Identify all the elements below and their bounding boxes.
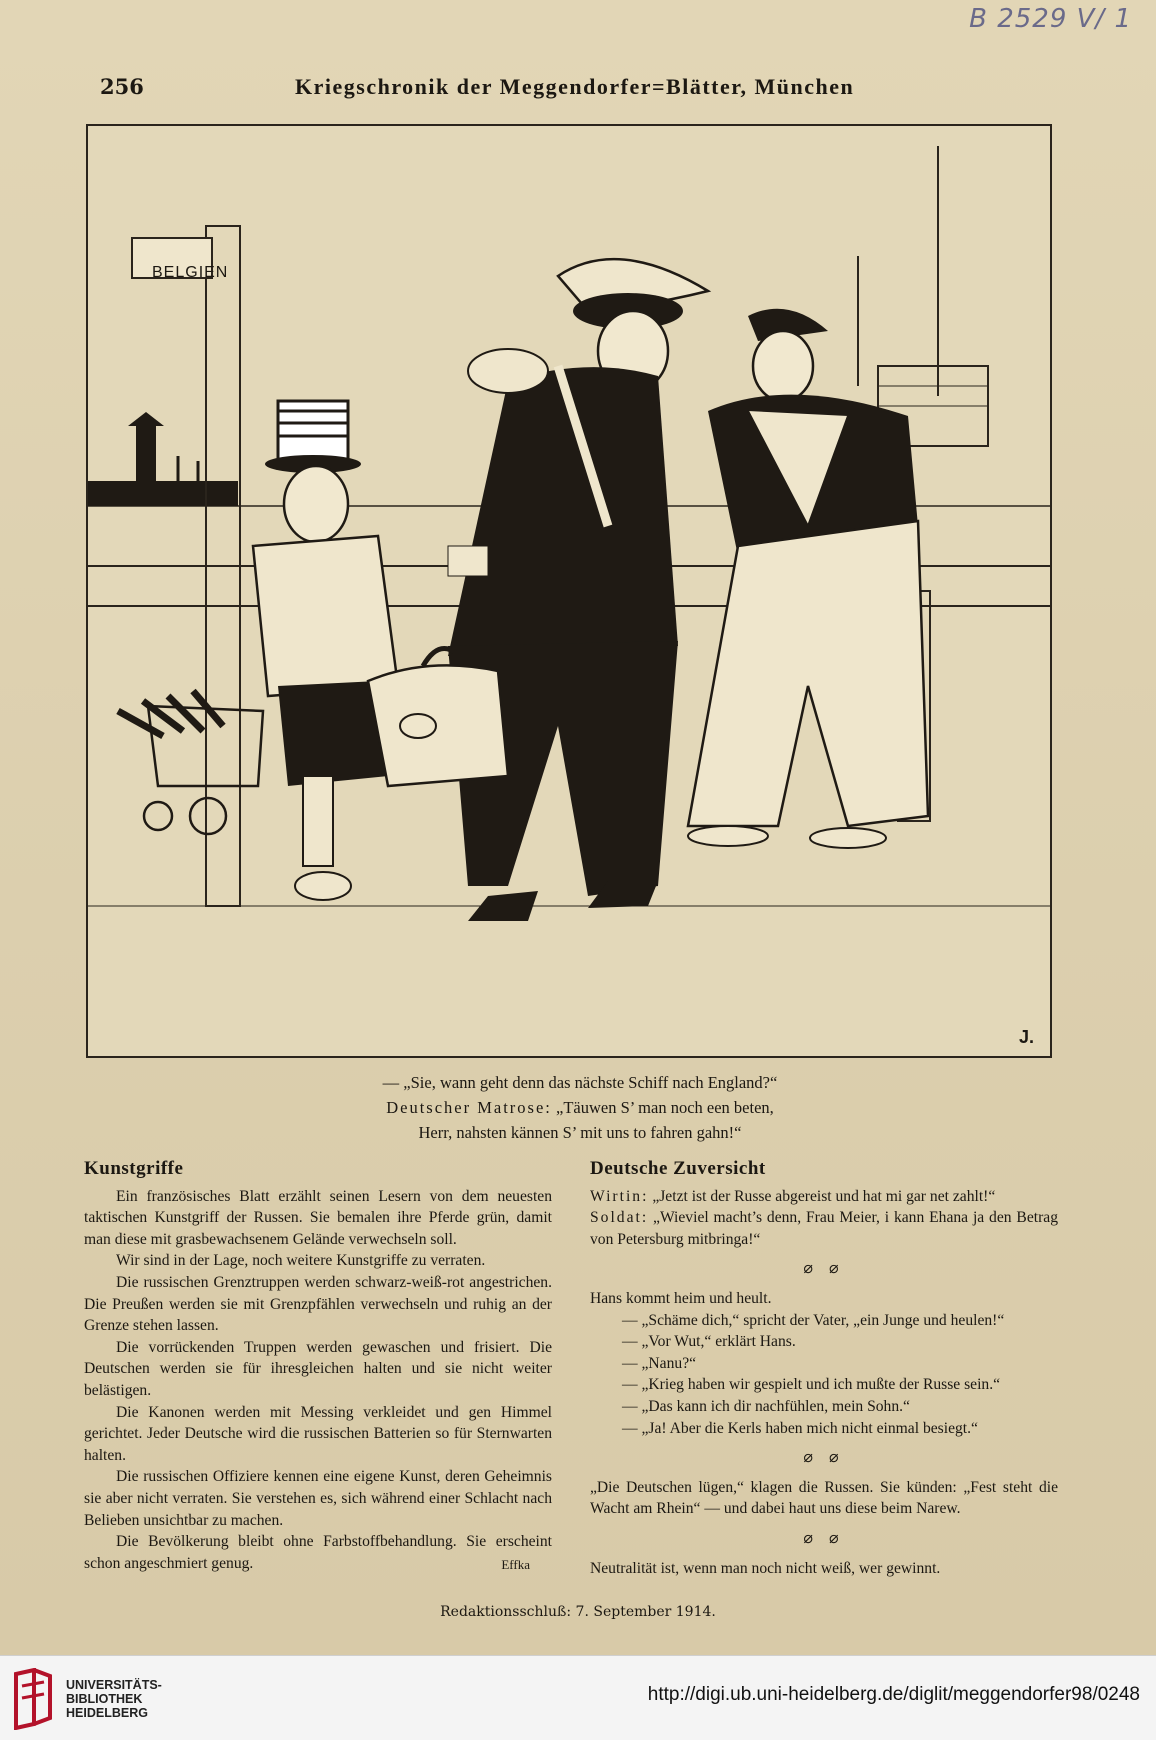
article-kunstgriffe [84, 1158, 552, 1576]
library-logo-icon[interactable] [12, 1668, 54, 1730]
article-paragraph: Die russischen Offiziere kennen eine eigene Kunst, deren Geheimnis sie aber nicht verraten. Sie verstehen es, sich während einer Schlacht nach Belieben unsichtbar zu machen. [84, 1468, 552, 1529]
dialog-line: — „Nanu?“ [622, 1354, 697, 1372]
library-name[interactable] [66, 1678, 162, 1720]
article-paragraph: Die vorrückenden Truppen werden gewaschen und frisiert. Die Deutschen werden sie für ihresgleichen halten und sie nicht weiter belästigen. [84, 1338, 552, 1399]
speaker-text: „Wieviel macht’s denn, Frau Meier, i kann Ehana ja den Betrag von Petersburg mitbringa!“ [590, 1209, 1058, 1248]
article-deutsche-zuversicht [590, 1158, 1058, 1579]
dialog-line: Hans kommt heim und heult. [590, 1289, 772, 1307]
library-name-line: HEIDELBERG [66, 1706, 148, 1720]
editorial-deadline: Redaktionsschluß: 7. September 1914. [440, 1604, 716, 1620]
speaker-text: „Jetzt ist der Russe abgereist und hat mi gar net zahlt!“ [648, 1187, 996, 1205]
caption-line-2-text: „Täuwen S’ man noch een beten, [551, 1098, 774, 1117]
section-divider: ⌀ ⌀ [803, 1260, 845, 1278]
article-paragraph: Wir sind in der Lage, noch weitere Kunstgriffe zu verraten. [116, 1252, 486, 1270]
dialog-line [590, 1186, 1058, 1208]
library-name-line: BIBLIOTHEK [66, 1692, 143, 1706]
speaker-name: Wirtin: [590, 1187, 649, 1205]
cartoon-drawing [88, 126, 1050, 1056]
caption-line-3: Herr, nahsten kännen S’ mit uns to fahren gahn!“ [418, 1123, 742, 1142]
section-divider: ⌀ ⌀ [803, 1529, 845, 1547]
article-title: Kunstgriffe [84, 1158, 184, 1179]
library-name-line: UNIVERSITÄTS- [66, 1678, 162, 1692]
dialog-line: — „Krieg haben wir gespielt und ich mußte der Russe sein.“ [622, 1376, 1001, 1394]
page-number: 256 [100, 74, 144, 99]
shelfmark-annotation: B 2529 Ⅴ/ 1 [969, 4, 1132, 34]
dialog-line: — „Ja! Aber die Kerls haben mich nicht einmal besiegt.“ [622, 1419, 978, 1437]
section-divider: ⌀ ⌀ [803, 1449, 845, 1467]
author-signature: Effka [501, 1557, 530, 1573]
caption-line-2 [200, 1095, 960, 1120]
artist-signature: J. [1018, 1027, 1034, 1047]
article-title: Deutsche Zuversicht [590, 1158, 766, 1179]
article-paragraph: Die russischen Grenztruppen werden schwarz-weiß-rot angestrichen. Die Preußen werden sie mit Grenzpfählen verwechseln und ruhig an der Grenze stehen lassen. [84, 1273, 552, 1335]
article-paragraph: Ein französisches Blatt erzählt seinen Lesern von dem neuesten taktischen Kunstgriff der Russen. Sie bemalen ihre Pferde grün, damit man diese mit grasbewachsenem Gelände verwechseln soll. [84, 1187, 552, 1248]
page-header [100, 74, 1060, 108]
cartoon-caption [200, 1070, 960, 1145]
dialog-line: — „Das kann ich dir nachfühlen, mein Sohn.“ [622, 1397, 910, 1415]
article-paragraph: Neutralität ist, wenn man noch nicht weiß, wer gewinnt. [590, 1559, 941, 1577]
source-url-link[interactable]: http://digi.ub.uni-heidelberg.de/diglit/meggendorfer98/0248 [647, 1684, 1140, 1705]
dialog-line: — „Schäme dich,“ spricht der Vater, „ein Junge und heulen!“ [622, 1311, 1005, 1329]
cartoon-illustration [86, 124, 1052, 1058]
article-paragraph: Die Bevölkerung bleibt ohne Farbstoffbehandlung. Sie erscheint schon angeschmiert genug. [84, 1533, 552, 1572]
caption-speaker: Deutscher Matrose: [386, 1098, 552, 1117]
dialog-line: — „Vor Wut,“ erklärt Hans. [622, 1333, 796, 1351]
article-paragraph: „Die Deutschen lügen,“ klagen die Russen. Sie künden: „Fest steht die Wacht am Rhein“ — und dabei haut uns diese beim Narew. [590, 1478, 1058, 1518]
library-footer [0, 1655, 1156, 1740]
dialog-line [590, 1207, 1058, 1250]
running-title: Kriegschronik der Meggendorfer=Blätter, München [295, 74, 855, 99]
speaker-name: Soldat: [590, 1209, 649, 1227]
sign-belgien: BELGIEN [152, 264, 229, 281]
caption-line-1: — „Sie, wann geht denn das nächste Schiff nach England?“ [382, 1073, 778, 1092]
article-paragraph: Die Kanonen werden mit Messing verkleidet und gen Himmel gerichtet. Jeder Deutsche wird die russischen Batterien so für Sternwarten halten. [84, 1403, 552, 1464]
